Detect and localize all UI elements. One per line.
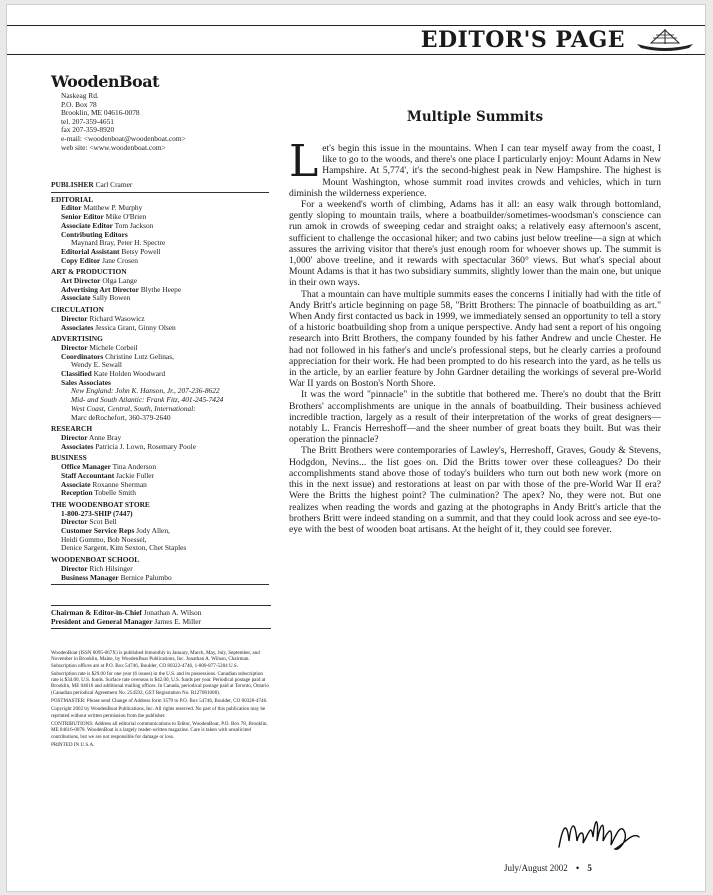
staff-row — [51, 257, 291, 266]
staff-name: Scot Bell — [89, 517, 117, 527]
article-paragraph: That a mountain can have multiple summits eases the concerns I initially had with the title of Andy Britt's article beginning on page 58, "Britt Brothers: The pinnacle of boatbuilding as art." When Andy first contacted us back in 1999, we immediately sensed an opportunity to tell a story of a historic boatbuilding shop from a unique perspective. Andy had sent a report of his ongoing research into Britt Brothers, the company founded by his father Andrew and uncle Chester. He had not followed in his father's and uncle's professional steps, but he clearly carries a profound appreciation for their work. He had been prompted to do his research into the yard, as he tells us in the article, by an earlier feature by John Gardner detailing the workings of several pre-World War II yards on Boston's North Shore. — [289, 288, 661, 390]
publisher-line — [51, 181, 291, 190]
staff-role: Contributing Editors — [61, 229, 128, 239]
contact-website: web site: <www.woodenboat.com> — [61, 142, 166, 152]
article-paragraph — [289, 136, 661, 199]
staff-name: Mid- and South Atlantic: Frank Fitz, 401-245-7424 — [71, 395, 224, 405]
staff-section-heading: EDITORIAL — [51, 194, 94, 204]
brand-name: WoodenBoat — [51, 72, 159, 91]
staff-role: Customer Service Reps — [61, 526, 135, 536]
staff-role: Staff Accountant — [61, 470, 115, 480]
article-paragraph: The Britt Brothers were contemporaries of Lawley's, Herreshoff, Graves, Goudy & Stevens, Hodgdon, Nevins... the list goes on. Did the Britts tower over these colleagues? Do their accomplishments stand above those of today's builders who turn out both new work (more on this in the next issue) and restorations at least on par with those of the pre-World War II era? Were the Britts the highest point? The culmination? The apex? No, they were not. But one realizes when reading the words and gazing at the photographs in Andy Britt's article that the brothers Britt were indeed standing on a summit, and that they could look across and see eye-to-eye with the best of wooden boat artisans. At the height of it, they could see forever. — [289, 445, 661, 535]
legal-paragraph: Subscription rate is $29.00 for one year (6 issues) in the U.S. and its possessions. Canadian subscription rate is $34.00, U.S. funds. Surface rate overseas is $42.00, U.S. funds per year. Periodical postage paid at Brooklin, ME 04616 and additional mailing offices. In Canada, periodical postage paid at Toronto, Ontario (Canadian periodical Agreement No. 254592, GST Registration No. R127081008). — [51, 670, 269, 696]
contact-line: tel. 207-359-4651 — [61, 116, 114, 126]
staff-role: Associate Editor — [61, 220, 113, 230]
staff-role: Coordinators — [61, 351, 104, 361]
staff-role: Copy Editor — [61, 255, 101, 265]
legal-notice — [51, 650, 269, 750]
publisher-name: Carl Cramer — [95, 180, 133, 189]
publisher-role: PUBLISHER — [51, 180, 94, 189]
divider — [51, 192, 269, 193]
staff-name: Patricia J. Lown, Rosemary Poole — [95, 441, 196, 451]
section-title: EDITOR'S PAGE — [420, 27, 625, 53]
article-paragraph: It was the word "pinnacle" in the subtitle that bothered me. There's no doubt that the Britt Brothers' accomplishments are unique in the annals of boatbuilding. Their business achieved incredible traction, largely as a result of their interpretation of the works of great designers—notably L. Francis Herreshoff—and the sheer number of great boats they built. But was their operation the pinnacle? — [289, 389, 661, 446]
divider — [51, 584, 269, 585]
staff-name: Betsy Powell — [121, 246, 161, 256]
masthead — [51, 73, 281, 152]
staff-name: Christine Lutz Gelinas, — [105, 351, 174, 361]
staff-name: Wendy E. Sewall — [71, 360, 122, 370]
executive-line — [51, 618, 271, 627]
staff-name: Marc deRochefort, 360-379-2640 — [71, 412, 171, 422]
staff-role: Reception — [61, 488, 93, 498]
staff-name: Maynard Bray, Peter H. Spectre — [71, 238, 166, 248]
staff-role: Classified — [61, 369, 92, 379]
staff-row — [51, 294, 291, 303]
staff-role: Director — [61, 563, 88, 573]
staff-section-heading: WOODENBOAT SCHOOL — [51, 555, 140, 565]
staff-sections — [51, 196, 291, 586]
article-title: Multiple Summits — [406, 109, 544, 125]
staff-row — [51, 544, 291, 553]
staff-role: Sales Associates — [61, 377, 111, 387]
staff-name: Olga Lange — [102, 276, 138, 286]
staff-section-heading: BUSINESS — [51, 453, 87, 463]
staff-name: Blythe Heepe — [140, 284, 182, 294]
staff-name: Jessica Grant, Ginny Olsen — [95, 322, 176, 332]
staff-role: Advertising Art Director — [61, 284, 139, 294]
staff-name: Matthew P. Murphy — [83, 203, 143, 213]
staff-name: Heidi Gommo, Bob Noessel, — [61, 534, 147, 544]
staff-name: New England: John K. Hanson, Jr., 207-236-8622 — [71, 386, 220, 396]
staff-role: Director — [61, 517, 88, 527]
staff-role: Art Director — [61, 276, 101, 286]
legal-paragraph: CONTRIBUTIONS: Address all editorial communications to Editor, WoodenBoat, P.O. Box 78, Brooklin, ME 04616-0078. WoodenBoat is a largely reader-written magazine. Care is taken with unsolicited contributions, but we are not responsible for damage or loss. — [51, 720, 268, 740]
legal-paragraph: Copyright 2002 by WoodenBoat Publications, Inc. All rights reserved. No part of this publication may be reprinted without written permission from the publisher. — [51, 706, 266, 719]
staff-row — [51, 489, 291, 498]
staff-list — [51, 181, 291, 587]
staff-name: West Coast, Central, South, International: — [71, 403, 196, 413]
staff-role: Editor — [61, 203, 82, 213]
staff-name: Tina Anderson — [112, 462, 157, 472]
editorial-article — [289, 109, 661, 535]
executive-block — [51, 605, 271, 629]
staff-section-heading: RESEARCH — [51, 424, 93, 434]
drop-cap: L — [289, 136, 319, 187]
article-body — [289, 136, 661, 535]
legal-paragraph: WoodenBoat (ISSN 0095-067X) is published bimonthly in January, March, May, July, September, and November in Brooklin, Maine, by WoodenBoat Publications, Inc. Jonathan A. Wilson, Chairman. Subscription offices are at P.O. Box 54746, Boulder, CO 80322-4746, 1-800-877-5284 U.S. — [51, 650, 260, 669]
staff-role: Director — [61, 313, 88, 323]
executive-role: President and General Manager — [51, 616, 153, 626]
staff-role: Office Manager — [61, 462, 111, 472]
staff-name: Michele Corbeil — [89, 342, 138, 352]
staff-row — [51, 324, 291, 333]
executive-role: Chairman & Editor-in-Chief — [51, 608, 142, 617]
staff-row — [51, 574, 291, 583]
staff-name: Kate Holden Woodward — [93, 369, 166, 379]
staff-role: Associate — [61, 479, 91, 489]
editor-signature — [555, 811, 645, 857]
staff-name: Tom Jackson — [114, 220, 154, 230]
staff-role: Editorial Assistant — [61, 246, 120, 256]
staff-name: Mike O'Brien — [105, 212, 147, 222]
staff-name: Denice Sargent, Kim Sexton, Chet Staples — [61, 543, 187, 553]
staff-name: Roxanne Sherman — [92, 479, 147, 489]
staff-section-heading: THE WOODENBOAT STORE — [51, 499, 150, 509]
page-footer — [504, 863, 592, 873]
staff-role: Senior Editor — [61, 212, 104, 222]
contact-email: e-mail: <woodenboat@woodenboat.com> — [61, 133, 186, 143]
staff-row — [51, 414, 291, 423]
executive-name: James E. Miller — [154, 616, 201, 626]
staff-section-heading: ART & PRODUCTION — [51, 267, 127, 277]
staff-role: Associates — [61, 322, 94, 332]
staff-name: Richard Wasowicz — [89, 313, 145, 323]
staff-name: Jackie Fuller — [116, 470, 154, 480]
staff-section-heading: CIRCULATION — [51, 305, 104, 315]
issue-date: July/August 2002 — [504, 863, 568, 873]
magazine-page — [6, 4, 706, 892]
contact-block — [51, 92, 281, 152]
staff-role: Director — [61, 432, 88, 442]
executive-name: Jonathan A. Wilson — [143, 608, 202, 617]
staff-name: Jane Crosen — [102, 255, 138, 265]
staff-section-heading: ADVERTISING — [51, 334, 103, 344]
staff-name: Bernice Palumbo — [120, 572, 172, 582]
staff-role: 1-800-273-SHIP (7447) — [61, 508, 133, 518]
staff-name: Sally Bowen — [92, 293, 131, 303]
footer-bullet: • — [576, 863, 580, 873]
paragraph-text: et's begin this issue in the mountains. When I can tear myself away from the coast, I like to go to the woods, and there's one place I particularly enjoy: Mount Adams in New Hampshire. At 5,774', it's the second-highest peak in New Hampshire. The highest is Mount Washington, whose summit road invites crowds and vehicles, which in turn diminish the wilderness experience. — [289, 143, 661, 199]
page-header — [7, 25, 705, 55]
legal-paragraph: POSTMASTER: Please send Change of Address form 3579 to P.O. Box 54746, Boulder, CO 80328-4746. — [51, 698, 268, 705]
staff-role: Director — [61, 342, 88, 352]
page-number: 5 — [587, 863, 592, 873]
sailboat-logo-icon — [631, 26, 699, 54]
staff-role: Associates — [61, 441, 94, 451]
staff-name: Anne Bray — [89, 432, 122, 442]
staff-name: Tobelle Smith — [94, 488, 136, 498]
contact-line: P.O. Box 78 — [61, 99, 97, 109]
staff-row — [51, 443, 291, 452]
contact-line: Brooklin, ME 04616-0078 — [61, 108, 140, 118]
legal-paragraph: PRINTED IN U.S.A. — [51, 741, 95, 748]
staff-role: Business Manager — [61, 572, 119, 582]
contact-line: fax 207-359-8920 — [61, 125, 115, 135]
staff-role: Associate — [61, 293, 91, 303]
contact-line: Naskeag Rd. — [61, 91, 99, 100]
staff-name: Rich Hilsinger — [89, 563, 133, 573]
article-paragraph: For a weekend's worth of climbing, Adams has it all: an easy walk through bottomland, gently sloping to mountain trails, where a boatbuilder/sometimes-woodsman's conscience can run amok in crowds of sweeping cedar and straight oaks; a relatively easy afternoon's ascent, sufficient to challenge the occasional hiker; and two cabins just below treeline—a sign at which assures the arriving visitor that there's just enough room for whoever shows up. The summit is 1,000' above treeline, and it rewards with spectacular 360° views. But what's special about Mount Adams is that it has two subsidiary summits, slightly lower than the main one, but unique in their own ways. — [289, 199, 661, 289]
staff-name: Jody Allen, — [136, 526, 170, 536]
